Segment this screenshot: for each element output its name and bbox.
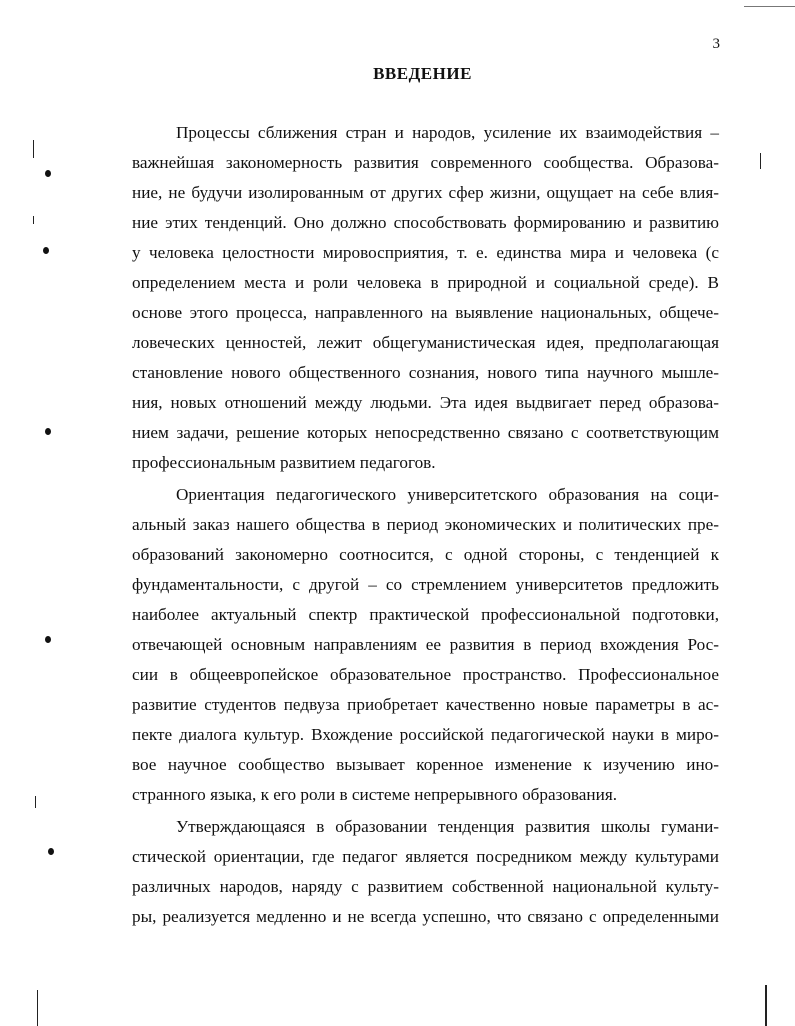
text-line: становление нового общественного сознания, нового типа научного мышле- [132,363,719,382]
text-line: основе этого процесса, направленного на выявление национальных, общече- [132,303,719,322]
text-line: Утверждающаяся в образовании тенденция развития школы гумани- [176,817,719,836]
scan-dot [48,848,54,855]
text-line: у человека целостности мировосприятия, т. е. единства мира и человека (с [132,243,719,262]
scan-mark [37,990,38,1026]
text-line: ние этих тенденций. Оно должно способствовать формированию и развитию [132,213,719,232]
text-line: наиболее актуальный спектр практической профессиональной подготовки, [132,605,719,624]
text-line: развитие студентов педвуза приобретает качественно новые параметры в ас- [132,695,719,714]
scan-mark [35,796,36,808]
text-line: Ориентация педагогического университетского образования на соци- [176,485,719,504]
text-line: различных народов, наряду с развитием собственной национальной культу- [132,877,719,896]
page-number: 3 [712,36,720,52]
scan-mark [744,6,795,7]
text-line: стической ориентации, где педагог является посредником между культурами [132,847,719,866]
text-line: профессиональным развитием педагогов. [132,453,436,472]
text-line: Процессы сближения стран и народов, усиление их взаимодействия – [176,123,719,142]
text-line: отвечающей основным направлениям ее развития в период вхождения Рос- [132,635,719,654]
page-title: ВВЕДЕНИЕ [373,64,472,83]
text-line: важнейшая закономерность развития современного сообщества. Образова- [132,153,719,172]
text-line: ние, не будучи изолированным от других сфер жизни, ощущает на себе влия- [132,183,719,202]
text-line: ния, новых отношений между людьми. Эта идея выдвигает перед образова- [132,393,719,412]
text-line: сии в общеевропейское образовательное пространство. Профессиональное [132,665,719,684]
text-line: пекте диалога культур. Вхождение российской педагогической науки в миро- [132,725,719,744]
scan-dot [45,170,51,177]
scan-dot [43,247,49,254]
text-line: странного языка, к его роли в системе непрерывного образования. [132,785,618,804]
text-line: нием задачи, решение которых непосредственно связано с соответствующим [132,423,719,442]
scan-mark [33,216,34,224]
text-line: фундаментальности, с другой – со стремлением университетов предложить [132,575,719,594]
scan-dot [45,428,51,435]
text-line: ры, реализуется медленно и не всегда успешно, что связано с определенными [132,907,719,926]
scan-mark [765,985,767,1026]
scan-dot [45,636,51,643]
text-line: определением места и роли человека в природной и социальной среде). В [132,273,719,292]
text-line: альный заказ нашего общества в период экономических и политических пре- [132,515,719,534]
scan-mark [760,153,761,169]
text-line: вое научное сообщество вызывает коренное изменение к изучению ино- [132,755,719,774]
scan-mark [33,140,34,158]
text-line: образований закономерно соотносится, с одной стороны, с тенденцией к [132,545,719,564]
text-line: ловеческих ценностей, лежит общегуманистическая идея, предполагающая [132,333,719,352]
